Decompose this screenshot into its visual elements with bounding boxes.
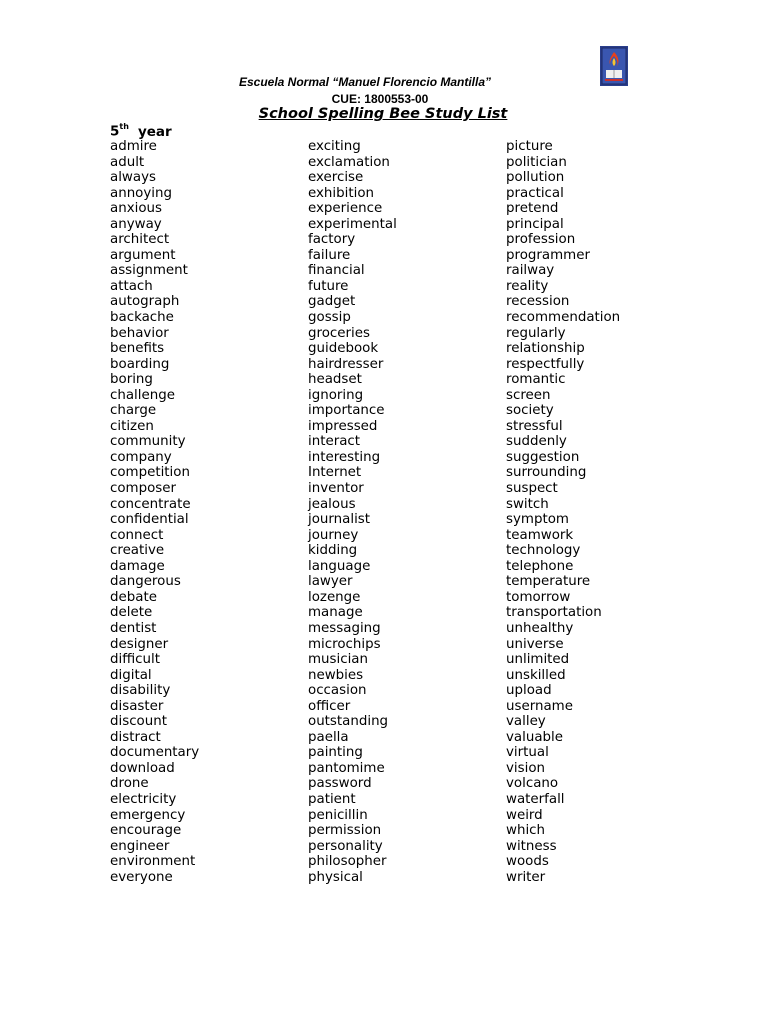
word-item: environment bbox=[110, 854, 196, 870]
word-item: stressful bbox=[506, 418, 563, 434]
word-item: ignoring bbox=[308, 387, 364, 403]
word-item: vision bbox=[506, 760, 546, 776]
word-item: paella bbox=[308, 729, 349, 745]
school-name: Escuela Normal “Manuel Florencio Mantilla” bbox=[238, 75, 492, 89]
word-item: backache bbox=[110, 310, 174, 326]
word-item: impressed bbox=[308, 418, 378, 434]
word-item: digital bbox=[110, 667, 152, 683]
word-item: headset bbox=[308, 372, 362, 388]
word-item: manage bbox=[308, 605, 363, 621]
word-column-2 bbox=[308, 139, 397, 885]
word-item: challenge bbox=[110, 387, 175, 403]
word-item: autograph bbox=[110, 294, 180, 310]
word-item: electricity bbox=[110, 791, 177, 807]
word-item: everyone bbox=[110, 869, 173, 885]
word-item: romantic bbox=[506, 372, 566, 388]
word-item: drone bbox=[110, 776, 149, 792]
word-item: argument bbox=[110, 247, 176, 263]
word-item: virtual bbox=[506, 745, 549, 761]
word-item: factory bbox=[308, 232, 356, 248]
word-item: picture bbox=[506, 139, 553, 154]
year-ordinal: th bbox=[119, 122, 129, 131]
word-item: inventor bbox=[308, 481, 364, 497]
word-item: unskilled bbox=[506, 667, 566, 683]
word-item: experimental bbox=[308, 216, 397, 232]
word-item: concentrate bbox=[110, 496, 191, 512]
word-item: upload bbox=[506, 683, 552, 699]
word-item: difficult bbox=[110, 652, 160, 668]
year-number: 5 bbox=[110, 123, 120, 140]
word-item: encourage bbox=[110, 823, 182, 839]
word-item: technology bbox=[506, 543, 581, 559]
word-item: programmer bbox=[506, 247, 590, 263]
word-item: lozenge bbox=[308, 589, 361, 605]
word-item: benefits bbox=[110, 341, 165, 357]
word-item: emergency bbox=[110, 807, 186, 823]
word-item: distract bbox=[110, 729, 161, 745]
word-item: recession bbox=[506, 294, 570, 310]
word-item: language bbox=[308, 558, 371, 574]
word-item: journalist bbox=[308, 512, 371, 528]
word-item: transportation bbox=[506, 605, 602, 621]
word-item: hairdresser bbox=[308, 356, 384, 372]
word-item: universe bbox=[506, 636, 564, 652]
word-item: officer bbox=[308, 698, 351, 714]
word-item: outstanding bbox=[308, 714, 389, 730]
word-item: groceries bbox=[308, 325, 370, 341]
word-item: exhibition bbox=[308, 185, 375, 201]
word-item: weird bbox=[506, 807, 543, 823]
word-item: penicillin bbox=[308, 807, 368, 823]
word-item: boarding bbox=[110, 356, 170, 372]
word-item: disability bbox=[110, 683, 171, 699]
word-item: dentist bbox=[110, 620, 157, 636]
word-item: delete bbox=[110, 605, 153, 621]
word-item: valuable bbox=[506, 729, 564, 745]
cue-code: CUE: 1800553-00 bbox=[331, 92, 429, 106]
word-item: financial bbox=[308, 263, 365, 279]
word-item: practical bbox=[506, 185, 564, 201]
word-item: teamwork bbox=[506, 527, 574, 543]
word-item: respectfully bbox=[506, 356, 585, 372]
word-item: musician bbox=[308, 652, 369, 668]
word-item: profession bbox=[506, 232, 576, 248]
word-item: community bbox=[110, 434, 186, 450]
word-item: woods bbox=[506, 854, 549, 870]
word-item: citizen bbox=[110, 418, 154, 434]
word-item: future bbox=[308, 278, 349, 294]
word-item: microchips bbox=[308, 636, 381, 652]
year-heading bbox=[110, 123, 172, 140]
word-item: messaging bbox=[308, 620, 381, 636]
word-item: railway bbox=[506, 263, 555, 279]
word-item: composer bbox=[110, 481, 177, 497]
word-item: download bbox=[110, 760, 175, 776]
word-item: which bbox=[506, 823, 546, 839]
word-item: personality bbox=[308, 838, 383, 854]
word-item: disaster bbox=[110, 698, 164, 714]
word-item: behavior bbox=[110, 325, 169, 341]
word-item: society bbox=[506, 403, 554, 419]
word-item: journey bbox=[308, 527, 359, 543]
word-item: importance bbox=[308, 403, 385, 419]
word-item: jealous bbox=[308, 496, 356, 512]
word-item: pretend bbox=[506, 201, 559, 217]
word-item: gadget bbox=[308, 294, 356, 310]
word-item: assignment bbox=[110, 263, 188, 279]
word-item: physical bbox=[308, 869, 363, 885]
word-item: failure bbox=[308, 247, 351, 263]
word-item: painting bbox=[308, 745, 363, 761]
word-item: surrounding bbox=[506, 465, 587, 481]
word-item: suddenly bbox=[506, 434, 567, 450]
word-item: anxious bbox=[110, 201, 162, 217]
word-item: pollution bbox=[506, 170, 565, 186]
word-item: newbies bbox=[308, 667, 364, 683]
word-column-3 bbox=[506, 139, 620, 885]
word-item: suspect bbox=[506, 481, 558, 497]
word-item: screen bbox=[506, 387, 551, 403]
word-item: gossip bbox=[308, 310, 351, 326]
word-item: permission bbox=[308, 823, 382, 839]
word-item: valley bbox=[506, 714, 546, 730]
word-item: confidential bbox=[110, 512, 189, 528]
word-item: damage bbox=[110, 558, 165, 574]
word-item: occasion bbox=[308, 683, 367, 699]
word-item: witness bbox=[506, 838, 557, 854]
word-item: suggestion bbox=[506, 449, 580, 465]
word-item: politician bbox=[506, 154, 567, 170]
word-item: annoying bbox=[110, 185, 173, 201]
word-item: dangerous bbox=[110, 574, 181, 590]
word-item: admire bbox=[110, 139, 157, 154]
word-item: anyway bbox=[110, 216, 162, 232]
word-item: recommendation bbox=[506, 310, 621, 326]
word-item: exercise bbox=[308, 170, 364, 186]
word-item: company bbox=[110, 449, 172, 465]
word-item: lawyer bbox=[308, 574, 353, 590]
word-item: Internet bbox=[308, 465, 362, 481]
word-item: kidding bbox=[308, 543, 358, 559]
word-item: password bbox=[308, 776, 372, 792]
word-item: waterfall bbox=[506, 791, 565, 807]
word-item: architect bbox=[110, 232, 170, 248]
word-item: engineer bbox=[110, 838, 170, 854]
word-item: patient bbox=[308, 791, 356, 807]
year-label: year bbox=[137, 123, 172, 140]
page-title: School Spelling Bee Study List bbox=[258, 106, 508, 122]
word-item: exclamation bbox=[308, 154, 390, 170]
word-item: principal bbox=[506, 216, 564, 232]
word-item: username bbox=[506, 698, 573, 714]
word-item: volcano bbox=[506, 776, 559, 792]
word-column-1 bbox=[110, 139, 199, 885]
word-item: reality bbox=[506, 278, 549, 294]
word-item: symptom bbox=[506, 512, 569, 528]
word-item: switch bbox=[506, 496, 549, 512]
word-item: creative bbox=[110, 543, 165, 559]
word-item: unhealthy bbox=[506, 620, 574, 636]
word-item: competition bbox=[110, 465, 190, 481]
word-item: discount bbox=[110, 714, 167, 730]
word-item: debate bbox=[110, 589, 157, 605]
word-item: tomorrow bbox=[506, 589, 571, 605]
word-item: adult bbox=[110, 154, 145, 170]
word-item: pantomime bbox=[308, 760, 385, 776]
word-item: experience bbox=[308, 201, 383, 217]
word-item: documentary bbox=[110, 745, 200, 761]
word-item: relationship bbox=[506, 341, 585, 357]
word-item: regularly bbox=[506, 325, 566, 341]
word-item: charge bbox=[110, 403, 157, 419]
word-item: connect bbox=[110, 527, 164, 543]
word-item: designer bbox=[110, 636, 169, 652]
word-item: exciting bbox=[308, 139, 361, 154]
word-item: philosopher bbox=[308, 854, 387, 870]
word-item: temperature bbox=[506, 574, 591, 590]
word-item: boring bbox=[110, 372, 153, 388]
word-item: unlimited bbox=[506, 652, 570, 668]
word-item: interesting bbox=[308, 449, 381, 465]
word-item: telephone bbox=[506, 558, 574, 574]
word-item: attach bbox=[110, 278, 153, 294]
word-item: interact bbox=[308, 434, 361, 450]
word-item: writer bbox=[506, 869, 546, 885]
word-item: always bbox=[110, 170, 156, 186]
word-item: guidebook bbox=[308, 341, 379, 357]
